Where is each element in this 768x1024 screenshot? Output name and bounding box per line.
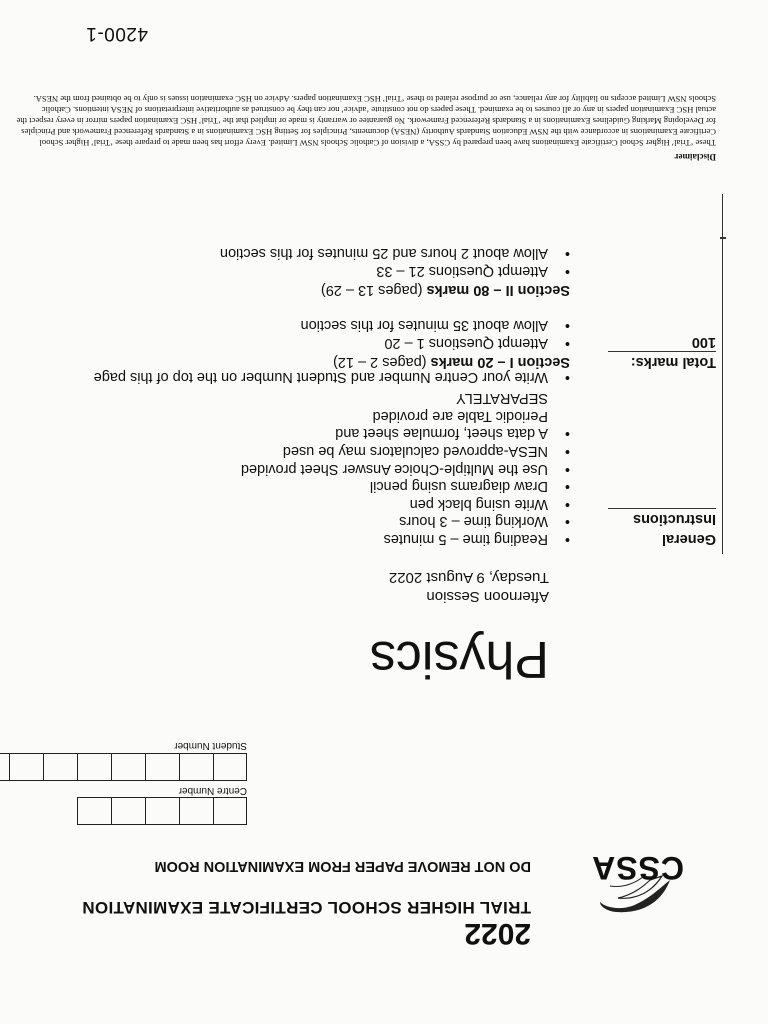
- total-marks-label: Total marks:: [630, 354, 716, 370]
- number-box[interactable]: [0, 753, 9, 781]
- number-box[interactable]: [111, 797, 145, 825]
- paper-code: 4200-1: [85, 23, 148, 44]
- exam-date: Tuesday, 9 August 2022: [388, 569, 549, 586]
- total-marks-value: 100: [691, 334, 716, 350]
- number-box[interactable]: [179, 797, 213, 825]
- disclaimer-text: These ‘Trial’ Higher School Certificate Examinations have been prepared by CSSA, a division of Catholic Schools NSW Limited. Every effort has been made to prepare these ‘Trial’ Higher School Certificate Examinations in accordance with the NSW Education Standards Authority (NESA) documents, Principles for Setting HSC Examinations in a Standards Referenced Framework and Principles for Developing Marking Guidelines Examinations in a Standards Referenced Framework. No guarantee or warranty is made or implied that the ‘Trial’ HSC Examination papers mirror in every respect the actual HSC Examination papers in any or all courses to be examined. These papers do not constitute ‘advice’ nor can they be construed as authoritative interpretations of NESA intentions. Catholic Schools NSW Limited accepts no liability for any reliance, use or purpose related to these ‘Trial’ HSC Examination papers. Advice on HSC examination issues is only to be obtained from the NESA.: [16, 94, 716, 148]
- exam-year: 2022: [464, 917, 531, 950]
- general-instructions-list: [94, 367, 570, 547]
- subject-title: Physics: [369, 630, 549, 688]
- number-box[interactable]: [43, 753, 77, 781]
- list-item: • Write your Centre Number and Student Number on the top of this page: [94, 367, 570, 385]
- general-instructions-label-line2: Instructions: [633, 511, 716, 527]
- list-item: • Use the Multiple-Choice Answer Sheet provided: [94, 459, 570, 477]
- number-box[interactable]: [9, 753, 43, 781]
- section-1-heading: [333, 354, 570, 370]
- section-1-pages: (pages 2 – 12): [333, 354, 427, 370]
- section-2-list: [220, 244, 570, 279]
- list-item: • Write using black pen: [94, 494, 570, 512]
- number-box[interactable]: [77, 753, 111, 781]
- instructions-divider: [608, 508, 716, 509]
- number-box[interactable]: [179, 753, 213, 781]
- list-item: • A data sheet, formulae sheet and Periodic Table are provided SEPARATELY: [298, 389, 570, 442]
- number-box[interactable]: [111, 753, 145, 781]
- student-number-boxes[interactable]: [0, 753, 247, 781]
- section-1-title: Section I – 20 marks: [430, 354, 570, 370]
- logo-text: CSSA: [591, 850, 684, 886]
- list-item: • Reading time – 5 minutes: [94, 529, 570, 547]
- centre-number-boxes[interactable]: [77, 797, 247, 825]
- list-item: • Attempt Questions 21 – 33: [220, 261, 570, 279]
- total-marks-divider: [608, 351, 716, 352]
- general-instructions-label-line1: General: [662, 531, 716, 547]
- page-edge-tick: [720, 237, 726, 239]
- general-instructions-label: [633, 510, 716, 547]
- student-number-label: Student Number: [174, 740, 247, 751]
- section-2-pages: (pages 13 – 29): [320, 282, 423, 298]
- number-box[interactable]: [77, 797, 111, 825]
- number-box[interactable]: [213, 753, 247, 781]
- number-box[interactable]: [145, 797, 179, 825]
- list-item: • Draw diagrams using pencil: [94, 477, 570, 495]
- number-box[interactable]: [145, 753, 179, 781]
- disclaimer-title: Disclaimer: [674, 152, 716, 162]
- do-not-remove-warning: DO NOT REMOVE PAPER FROM EXAMINATION ROOM: [154, 858, 531, 874]
- section-2-title: Section II – 80 marks: [426, 282, 570, 298]
- list-item: • Allow about 35 minutes for this section: [301, 316, 570, 334]
- centre-number-label: Centre Number: [178, 785, 247, 796]
- section-1-list: [301, 316, 570, 351]
- list-item: • NESA-approved calculators may be used: [94, 441, 570, 459]
- section-2-heading: [321, 282, 570, 298]
- list-item: • Attempt Questions 1 – 20: [301, 333, 570, 351]
- exam-title: TRIAL HIGHER SCHOOL CERTIFICATE EXAMINATION: [82, 898, 531, 917]
- list-item: • Working time – 3 hours: [94, 512, 570, 530]
- session: Afternoon Session: [426, 588, 549, 605]
- page-edge-line: [722, 194, 723, 554]
- number-box[interactable]: [213, 797, 247, 825]
- list-item: • Allow about 2 hours and 25 minutes for this section: [220, 244, 570, 262]
